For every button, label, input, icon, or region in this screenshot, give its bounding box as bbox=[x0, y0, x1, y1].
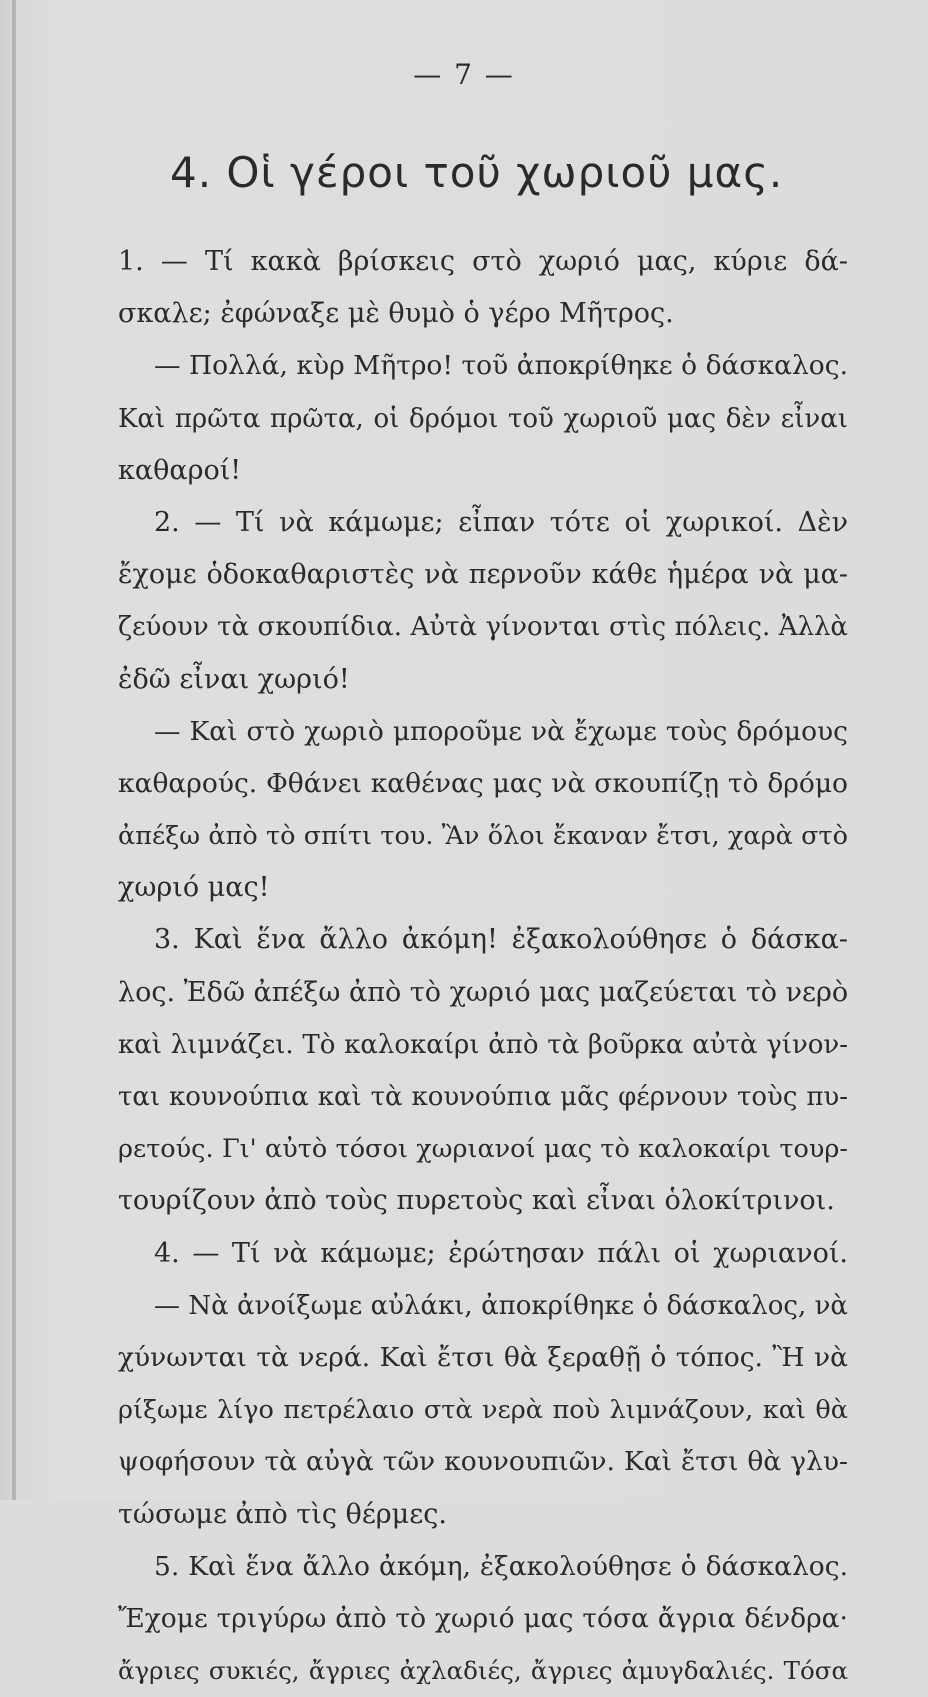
text-line: τουρίζουν ἀπὸ τοὺς πυρετοὺς καὶ εἶναι ὁλοκίτρινοι. bbox=[118, 1185, 835, 1217]
text-line: Ἔχομε τριγύρω ἀπὸ τὸ χωριό μας τόσα ἄγρια δένδρα· bbox=[118, 1602, 848, 1634]
text-line: 1. — Τί κακὰ βρίσκεις στὸ χωριό μας, κύριε δά- bbox=[118, 246, 848, 277]
text-line: ρίξωμε λίγο πετρέλαιο στὰ νερὰ ποὺ λιμνάζουν, καὶ θὰ bbox=[118, 1395, 848, 1426]
text-line: 2. — Τί νὰ κάμωμε; εἶπαν τότε οἱ χωρικοί. Δὲν bbox=[154, 506, 848, 538]
text-line: Καὶ πρῶτα πρῶτα, οἱ δρόμοι τοῦ χωριοῦ μας δὲν εἶναι bbox=[118, 403, 848, 434]
body-text bbox=[118, 236, 848, 1697]
text-line: ἀπέξω ἀπὸ τὸ σπίτι του. Ἂν ὅλοι ἔκαναν ἔτσι, χαρὰ στὸ bbox=[118, 821, 848, 852]
text-line: χωριό μας! bbox=[118, 872, 270, 904]
chapter-title: 4. Οἱ γέροι τοῦ χωριοῦ μας. bbox=[170, 148, 784, 197]
text-line: ἔχομε ὁδοκαθαριστὲς νὰ περνοῦν κάθε ἡμέρα νὰ μα- bbox=[118, 559, 848, 591]
text-line: ἄγριες συκιές, ἄγριες ἀχλαδιές, ἄγριες ἀμυγδαλιές. Τόσα bbox=[118, 1656, 848, 1686]
text-line: — Νὰ ἀνοίξωμε αὐλάκι, ἀποκρίθηκε ὁ δάσκαλος, νὰ bbox=[154, 1290, 848, 1321]
text-line: 3. Καὶ ἕνα ἄλλο ἀκόμη! ἐξακολούθησε ὁ δάσκα- bbox=[154, 924, 848, 956]
text-line: λος. Ἐδῶ ἀπέξω ἀπὸ τὸ χωριό μας μαζεύεται τὸ νερὸ bbox=[118, 976, 849, 1008]
text-line: ζεύουν τὰ σκουπίδια. Αὐτὰ γίνονται στὶς πόλεις. Ἀλλὰ bbox=[118, 612, 848, 643]
text-line: καθαρούς. Φθάνει καθένας μας νὰ σκουπίζῃ τὸ δρόμο bbox=[118, 767, 848, 799]
page-binding-edge bbox=[12, 0, 16, 1500]
text-line: — Πολλά, κὺρ Μῆτρο! τοῦ ἀποκρίθηκε ὁ δάσκαλος. bbox=[154, 350, 848, 382]
text-line: σκαλε; ἐφώναξε μὲ θυμὸ ὁ γέρο Μῆτρος. bbox=[118, 298, 674, 330]
text-line: ἐδῶ εἶναι χωριό! bbox=[118, 663, 350, 695]
page-number: — 7 — bbox=[413, 58, 515, 91]
text-line: τώσωμε ἀπὸ τὶς θέρμες. bbox=[118, 1498, 447, 1530]
text-line: ται κουνούπια καὶ τὰ κουνούπια μᾶς φέρνουν τοὺς πυ- bbox=[118, 1082, 848, 1112]
text-line: — Καὶ στὸ χωριὸ μποροῦμε νὰ ἔχωμε τοὺς δρόμους bbox=[154, 715, 848, 747]
text-line: καθαροί! bbox=[118, 454, 242, 486]
text-line: καὶ λιμνάζει. Τὸ καλοκαίρι ἀπὸ τὰ βοῦρκα αὐτὰ γίνον- bbox=[118, 1029, 848, 1060]
text-line: χύνωνται τὰ νερά. Καὶ ἔτσι θὰ ξεραθῇ ὁ τόπος. Ἢ νὰ bbox=[118, 1341, 848, 1373]
text-line: ρετούς. Γι' αὐτὸ τόσοι χωριανοί μας τὸ καλοκαίρι τουρ- bbox=[118, 1134, 848, 1165]
text-line: ψοφήσουν τὰ αὐγὰ τῶν κουνουπιῶν. Καὶ ἔτσι θὰ γλυ- bbox=[118, 1446, 848, 1478]
text-line: 4. — Τί νὰ κάμωμε; ἐρώτησαν πάλι οἱ χωριανοί. bbox=[154, 1237, 848, 1269]
text-line: 5. Καὶ ἕνα ἄλλο ἀκόμη, ἐξακολούθησε ὁ δάσκαλος. bbox=[154, 1550, 848, 1582]
